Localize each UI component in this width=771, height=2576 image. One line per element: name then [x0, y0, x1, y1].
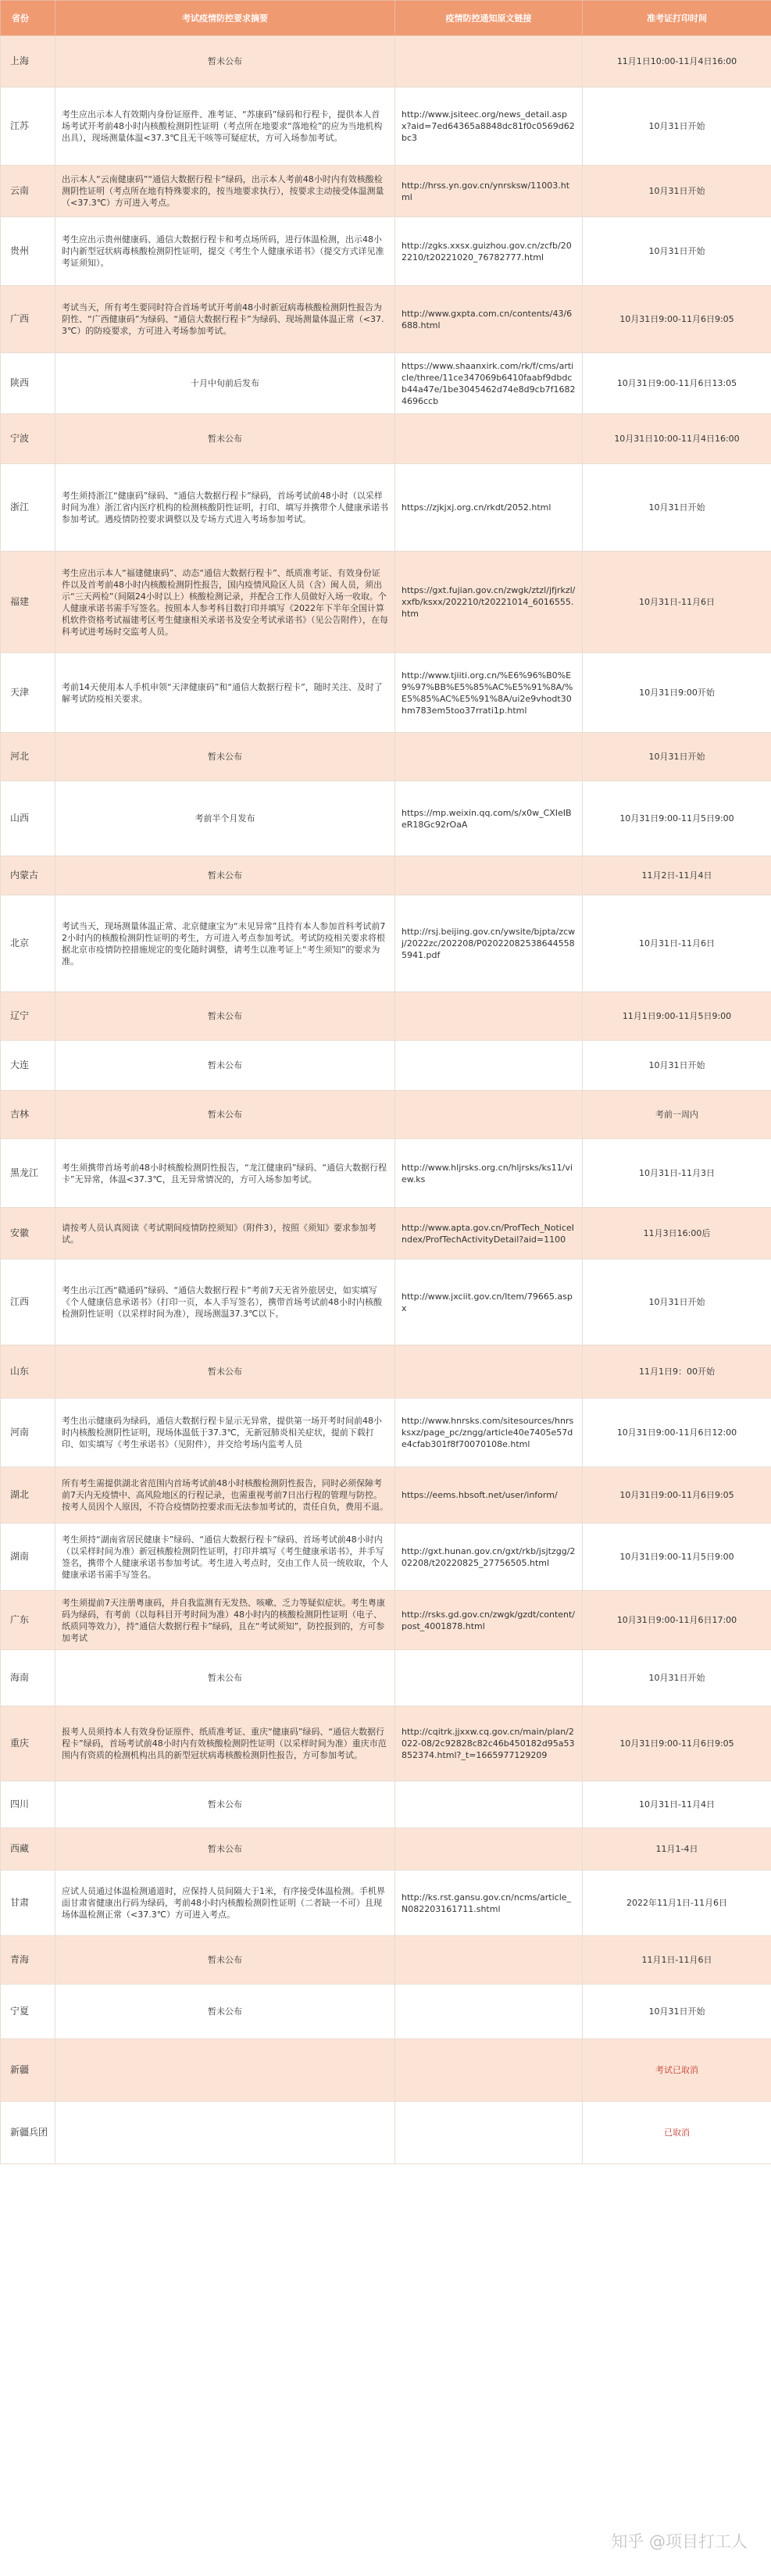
print-time-cell: 10月31日开始: [583, 1985, 771, 2039]
notice-link-cell: [395, 1091, 583, 1139]
requirements-cell: 考生须持“湖南省居民健康卡”绿码、“通信大数据行程卡”绿码、首场考试前48小时内（以采样时间为准）新冠核酸检测阴性证明，打印并填写《考生健康承诺书》，并手写签名，携带个人健康承诺书参加考试。考生进入考点时，交由工作人员一统收取，个人健康承诺书需手写签名。: [55, 1524, 395, 1591]
notice-link-cell: [395, 1985, 583, 2039]
province-cell: 江西: [1, 1259, 55, 1345]
notice-link-cell[interactable]: http://www.gxpta.com.cn/contents/43/6688.html: [395, 286, 583, 353]
notice-link-cell[interactable]: http://www.jsiteec.org/news_detail.aspx?aid=7ed64365a8848dc81f0c0569d62bc3: [395, 88, 583, 166]
province-cell: 福建: [1, 552, 55, 653]
province-cell: 安徽: [1, 1208, 55, 1259]
table-row: [1, 1041, 771, 1091]
notice-link-cell[interactable]: http://www.hnrsks.com/sitesources/hnrsksxz/page_pc/zngg/article40e7405e57de4cfab301f8f70070108e.html: [395, 1399, 583, 1467]
print-time-cell: 10月31日-11月6日: [583, 552, 771, 653]
print-time-cell: 10月31日开始: [583, 464, 771, 552]
province-cell: 云南: [1, 166, 55, 217]
notice-link-cell[interactable]: http://cqitrk.jjxxw.cq.gov.cn/main/plan/2022-08/2c92828c82c46b450182d95a53852374.html?_t=1665977129209: [395, 1706, 583, 1781]
table-row: [1, 1936, 771, 1985]
province-cell: 湖北: [1, 1467, 55, 1524]
print-time-cell: 10月31日9:00-11月6日9:05: [583, 1467, 771, 1524]
notice-link-cell[interactable]: http://www.jxciit.gov.cn/Item/79665.aspx: [395, 1259, 583, 1345]
print-time-cell: 2022年11月1日-11月6日: [583, 1870, 771, 1936]
requirements-cell: 暂未公布: [55, 992, 395, 1041]
notice-link-cell[interactable]: http://rsks.gd.gov.cn/zwgk/gzdt/content/post_4001878.html: [395, 1591, 583, 1650]
table-row: [1, 1524, 771, 1591]
requirements-cell: 十月中旬前后发布: [55, 353, 395, 414]
province-cell: 四川: [1, 1781, 55, 1828]
requirements-cell: 暂未公布: [55, 1936, 395, 1985]
table-row: [1, 1591, 771, 1650]
requirements-cell: 暂未公布: [55, 856, 395, 895]
print-time-cell: 10月31日开始: [583, 166, 771, 217]
print-time-cell: 10月31日-11月4日: [583, 1781, 771, 1828]
province-cell: 内蒙古: [1, 856, 55, 895]
table-row: [1, 895, 771, 992]
print-time-cell: 11月1日-11月6日: [583, 1936, 771, 1985]
notice-link-cell: [395, 733, 583, 781]
table-row: [1, 1650, 771, 1706]
province-cell: 天津: [1, 653, 55, 733]
table-row: [1, 1781, 771, 1828]
print-time-cell: 10月31日9:00开始: [583, 653, 771, 733]
table-row: [1, 653, 771, 733]
requirements-cell: 考生出示健康码为绿码，通信大数据行程卡显示无异常，提供第一场开考时间前48小时内核酸检测阴性证明，现场体温低于37.3℃，无新冠肺炎相关症状，提前下载打印、如实填写《考生承诺书》（见附件），并交给考场内监考人员: [55, 1399, 395, 1467]
requirements-cell: 暂未公布: [55, 1828, 395, 1870]
requirements-cell: 考生须提前7天注册粤康码，并自我监测有无发热、咳嗽、乏力等疑似症状。考生粤康码为绿码，有考前（以每科目开考时间为准）48小时内的核酸检测阴性证明（电子、纸质同等效力），持“通信大数据行程卡”绿码，且在“考试须知”，防控报到的，方可参加考试: [55, 1591, 395, 1650]
province-cell: 江苏: [1, 88, 55, 166]
table-row: [1, 856, 771, 895]
notice-link-cell: [395, 1781, 583, 1828]
requirements-cell: 考生出示江西“赣通码”绿码、“通信大数据行程卡”考前7天无省外旅居史，如实填写《个人健康信息承诺书》（打印一页，本人手写签名），携带首场考试前48小时内核酸检测阴性证明（以采样时间为准），现场测温37.3℃以下。: [55, 1259, 395, 1345]
province-cell: 河南: [1, 1399, 55, 1467]
table-row: [1, 1985, 771, 2039]
table-row: [1, 552, 771, 653]
notice-link-cell[interactable]: https://zjkjxj.org.cn/rkdt/2052.html: [395, 464, 583, 552]
notice-link-cell[interactable]: https://www.shaanxirk.com/rk/f/cms/article/three/11ce347069b6410faabf9dbdcb44a47e/1be3045462d74e8d9cb7f16824696ccb: [395, 353, 583, 414]
notice-link-cell[interactable]: http://hrss.yn.gov.cn/ynrsksw/11003.html: [395, 166, 583, 217]
table-row: [1, 1259, 771, 1345]
province-cell: 海南: [1, 1650, 55, 1706]
zhihu-watermark: 知乎 @项目打工人: [611, 2532, 748, 2551]
requirements-cell: 出示本人“云南健康码”“通信大数据行程卡”绿码，出示本人考前48小时内有效核酸检测阴性证明（考点所在地有特殊要求的，按当地要求执行），按要求主动接受体温测量（<37.3℃）方可进入考点。: [55, 166, 395, 217]
notice-link-cell[interactable]: http://gxt.hunan.gov.cn/gxt/rkb/jsjtzgg/202208/t20220825_27756505.html: [395, 1524, 583, 1591]
province-cell: 陕西: [1, 353, 55, 414]
print-time-cell: 10月31日开始: [583, 217, 771, 286]
province-cell: 西藏: [1, 1828, 55, 1870]
print-time-cell: 10月31日9:00-11月6日17:00: [583, 1591, 771, 1650]
print-time-cell: 11月2日-11月4日: [583, 856, 771, 895]
print-time-cell: 已取消: [583, 2102, 771, 2164]
province-cell: 宁波: [1, 414, 55, 464]
table-row: [1, 1828, 771, 1870]
header-print-time: 准考证打印时间: [583, 1, 771, 36]
notice-link-cell: [395, 2102, 583, 2164]
notice-link-cell: [395, 1828, 583, 1870]
notice-link-cell: [395, 856, 583, 895]
requirements-cell: 暂未公布: [55, 1650, 395, 1706]
province-cell: 上海: [1, 36, 55, 88]
print-time-cell: 10月31日-11月6日: [583, 895, 771, 992]
province-cell: 浙江: [1, 464, 55, 552]
print-time-cell: 10月31日9:00-11月6日13:05: [583, 353, 771, 414]
province-cell: 广西: [1, 286, 55, 353]
requirements-cell: 考试当天，所有考生要同时符合首场考试开考前48小时新冠病毒核酸检测阴性报告为阴性、“广西健康码”为绿码、“通信大数据行程卡”为绿码、现场测量体温正常（<37.3℃）的防疫要求，方可进入考场参加考试。: [55, 286, 395, 353]
table-row: [1, 992, 771, 1041]
requirements-cell: [55, 2039, 395, 2102]
print-time-cell: 11月1日9:00-11月5日9:00: [583, 992, 771, 1041]
province-cell: 山西: [1, 781, 55, 856]
print-time-cell: 10月31日开始: [583, 1259, 771, 1345]
requirements-cell: 考生应出示本人有效期内身份证原件、准考证、“苏康码”绿码和行程卡，提供本人首场考试开考前48小时内核酸检测阴性证明（考点所在地要求“落地检”的应为当地机构出具），现场测量体温<37.3℃且无干咳等可疑症状，方可入场参加考试。: [55, 88, 395, 166]
province-cell: 山东: [1, 1345, 55, 1399]
print-time-cell: 11月1日10:00-11月4日16:00: [583, 36, 771, 88]
table-row: [1, 1345, 771, 1399]
requirements-cell: 暂未公布: [55, 1781, 395, 1828]
province-cell: 宁夏: [1, 1985, 55, 2039]
notice-link-cell[interactable]: http://www.apta.gov.cn/ProfTech_NoticeIndex/ProfTechActivityDetail?aid=1100: [395, 1208, 583, 1259]
requirements-cell: 暂未公布: [55, 1345, 395, 1399]
requirements-cell: 暂未公布: [55, 1091, 395, 1139]
province-cell: 黑龙江: [1, 1139, 55, 1208]
table-row: [1, 88, 771, 166]
requirements-cell: 报考人员须持本人有效身份证原件、纸质准考证、重庆“健康码”绿码、“通信大数据行程卡”绿码，首场考试前48小时内有效核酸检测阴性证明（以采样时间为准）重庆市范围内有资质的检测机构出具的新型冠状病毒核酸检测阴性报告，方可参加考试。: [55, 1706, 395, 1781]
table-row: [1, 217, 771, 286]
table-row: [1, 733, 771, 781]
header-requirements: 考试疫情防控要求摘要: [55, 1, 395, 36]
province-cell: 新疆: [1, 2039, 55, 2102]
requirements-cell: 暂未公布: [55, 1041, 395, 1091]
table-row: [1, 2102, 771, 2164]
requirements-cell: [55, 2102, 395, 2164]
notice-link-cell: [395, 36, 583, 88]
requirements-cell: 考生须持浙江“健康码”绿码、“通信大数据行程卡”绿码，首场考试前48小时（以采样时间为准）浙江省内医疗机构的检测核酸阴性证明，打印、填写并携带个人健康承诺书参加考试。遇疫情防控要求调整以及专场方式进入考场参加考试。: [55, 464, 395, 552]
notice-link-cell: [395, 1041, 583, 1091]
table-row: [1, 1139, 771, 1208]
notice-link-cell[interactable]: http://www.tjiiti.org.cn/%E6%96%B0%E9%97%BB%E5%85%AC%E5%91%8A/%E5%85%AC%E5%91%8A/ui2e9vhodt30hm783em5too37rrati1p.html: [395, 653, 583, 733]
notice-link-cell[interactable]: http://www.hljrsks.org.cn/hljrsks/ks11/view.ks: [395, 1139, 583, 1208]
print-time-cell: 10月31日9:00-11月5日9:00: [583, 781, 771, 856]
print-time-cell: 10月31日9:00-11月6日12:00: [583, 1399, 771, 1467]
notice-link-cell: [395, 1345, 583, 1399]
table-row: [1, 1208, 771, 1259]
province-cell: 新疆兵团: [1, 2102, 55, 2164]
header-link: 疫情防控通知原文链接: [395, 1, 583, 36]
requirements-cell: 暂未公布: [55, 36, 395, 88]
province-cell: 广东: [1, 1591, 55, 1650]
province-cell: 大连: [1, 1041, 55, 1091]
notice-link-cell: [395, 2039, 583, 2102]
notice-link-cell: [395, 414, 583, 464]
print-time-cell: 11月3日16:00后: [583, 1208, 771, 1259]
requirements-cell: 考试当天，现场测量体温正常、北京健康宝为“未见异常”且持有本人参加首科考试前72小时内的核酸检测阴性证明的考生，方可进入考点参加考试。考试防疫相关要求将根据北京市疫情防控措施规定的变化随时调整，请考生以准考证上“考生须知”的要求为准。: [55, 895, 395, 992]
print-time-cell: 10月31日9:00-11月6日9:05: [583, 286, 771, 353]
requirements-cell: 考前半个月发布: [55, 781, 395, 856]
requirements-cell: 所有考生需提供湖北省范围内首场考试前48小时核酸检测阴性报告，同时必须保障考前7天内无疫情中、高风险地区的行程记录，也需重视考前7日出行程的管理与防控。按考人员因个人原因，不符合疫情防控要求而无法参加考试的，责任自负，费用不退。: [55, 1467, 395, 1524]
notice-link-cell[interactable]: https://gxt.fujian.gov.cn/zwgk/ztzl/jfjrkzl/xxfb/ksxx/202210/t20221014_6016555.htm: [395, 552, 583, 653]
requirements-cell: 请按考人员认真阅读《考试期间疫情防控须知》（附件3），按照《须知》要求参加考试。: [55, 1208, 395, 1259]
requirements-cell: 暂未公布: [55, 414, 395, 464]
table-row: [1, 1399, 771, 1467]
table-row: [1, 36, 771, 88]
notice-link-cell[interactable]: https://mp.weixin.qq.com/s/x0w_CXIeIBeR18Gc92rOaA: [395, 781, 583, 856]
notice-link-cell[interactable]: http://zgks.xxsx.guizhou.gov.cn/zcfb/202210/t20221020_76782777.html: [395, 217, 583, 286]
print-time-cell: 10月31日10:00-11月4日16:00: [583, 414, 771, 464]
requirements-cell: 暂未公布: [55, 733, 395, 781]
province-cell: 河北: [1, 733, 55, 781]
print-time-cell: 考试已取消: [583, 2039, 771, 2102]
province-cell: 重庆: [1, 1706, 55, 1781]
table-header-row: [1, 1, 771, 36]
print-time-cell: 11月1日9：00开始: [583, 1345, 771, 1399]
header-province: 省份: [1, 1, 55, 36]
province-cell: 吉林: [1, 1091, 55, 1139]
notice-link-cell: [395, 1650, 583, 1706]
province-cell: 贵州: [1, 217, 55, 286]
print-time-cell: 10月31日9:00-11月5日9:00: [583, 1524, 771, 1591]
print-time-cell: 10月31日9:00-11月6日9:05: [583, 1706, 771, 1781]
requirements-cell: 考前14天使用本人手机申领“天津健康码”和“通信大数据行程卡”，随时关注、及时了解考试防疫相关要求。: [55, 653, 395, 733]
table-row: [1, 286, 771, 353]
table-row: [1, 414, 771, 464]
table-row: [1, 1870, 771, 1936]
print-time-cell: 11月1-4日: [583, 1828, 771, 1870]
province-cell: 甘肃: [1, 1870, 55, 1936]
table-row: [1, 464, 771, 552]
print-time-cell: 10月31日开始: [583, 88, 771, 166]
table-row: [1, 353, 771, 414]
notice-link-cell[interactable]: https://eems.hbsoft.net/user/inform/: [395, 1467, 583, 1524]
requirements-cell: 应试人员通过体温检测通道时，应保持人员间隔大于1米，有序接受体温检测。手机界面甘肃省健康出行码为绿码，考前48小时内核酸检测阴性证明（二者缺一不可）且现场体温检测正常（<37.3℃）方可进入考点。: [55, 1870, 395, 1936]
table-row: [1, 1706, 771, 1781]
notice-link-cell: [395, 1936, 583, 1985]
print-time-cell: 10月31日开始: [583, 1041, 771, 1091]
table-body: [1, 36, 771, 2164]
print-time-cell: 10月31日开始: [583, 733, 771, 781]
table-row: [1, 1091, 771, 1139]
requirements-cell: 考生须携带首场考前48小时核酸检测阴性报告，“龙江健康码”绿码、“通信大数据行程卡”无异常，体温<37.3℃，且无异常情况的，方可入场参加考试。: [55, 1139, 395, 1208]
province-cell: 北京: [1, 895, 55, 992]
notice-link-cell[interactable]: http://ks.rst.gansu.gov.cn/ncms/article_N082203161711.shtml: [395, 1870, 583, 1936]
province-cell: 湖南: [1, 1524, 55, 1591]
print-time-cell: 10月31日-11月3日: [583, 1139, 771, 1208]
province-cell: 青海: [1, 1936, 55, 1985]
print-time-cell: 10月31日开始: [583, 1650, 771, 1706]
requirements-cell: 考生应出示贵州健康码、通信大数据行程卡和考点场所码，进行体温检测，出示48小时内新型冠状病毒核酸检测阴性证明，提交《考生个人健康承诺书》（提交方式详见准考证须知）。: [55, 217, 395, 286]
province-cell: 辽宁: [1, 992, 55, 1041]
notice-link-cell[interactable]: http://rsj.beijing.gov.cn/ywsite/bjpta/zcwj/2022zc/202208/P020220825386445585941.pdf: [395, 895, 583, 992]
table-row: [1, 166, 771, 217]
print-time-cell: 考前一周内: [583, 1091, 771, 1139]
table-row: [1, 1467, 771, 1524]
requirements-cell: 考生应出示本人“福建健康码”、动态“通信大数据行程卡”、纸质准考证、有效身份证件以及首考前48小时内核酸检测阴性报告，国内疫情风险区人员（含）闽人员，须出示“三天两检”（间隔24小时以上）核酸检测记录，并配合工作人员做好入场一收取。个人健康承诺书需手写签名。按照本人参考科目数打印并填写《2022年下半年全国计算机软件资格考试福建考区考生健康相关承诺书及安全考试承诺书》（见公告附件），在每科考试进考场时交监考人员。: [55, 552, 395, 653]
table-row: [1, 781, 771, 856]
requirements-cell: 暂未公布: [55, 1985, 395, 2039]
notice-link-cell: [395, 992, 583, 1041]
table-row: [1, 2039, 771, 2102]
